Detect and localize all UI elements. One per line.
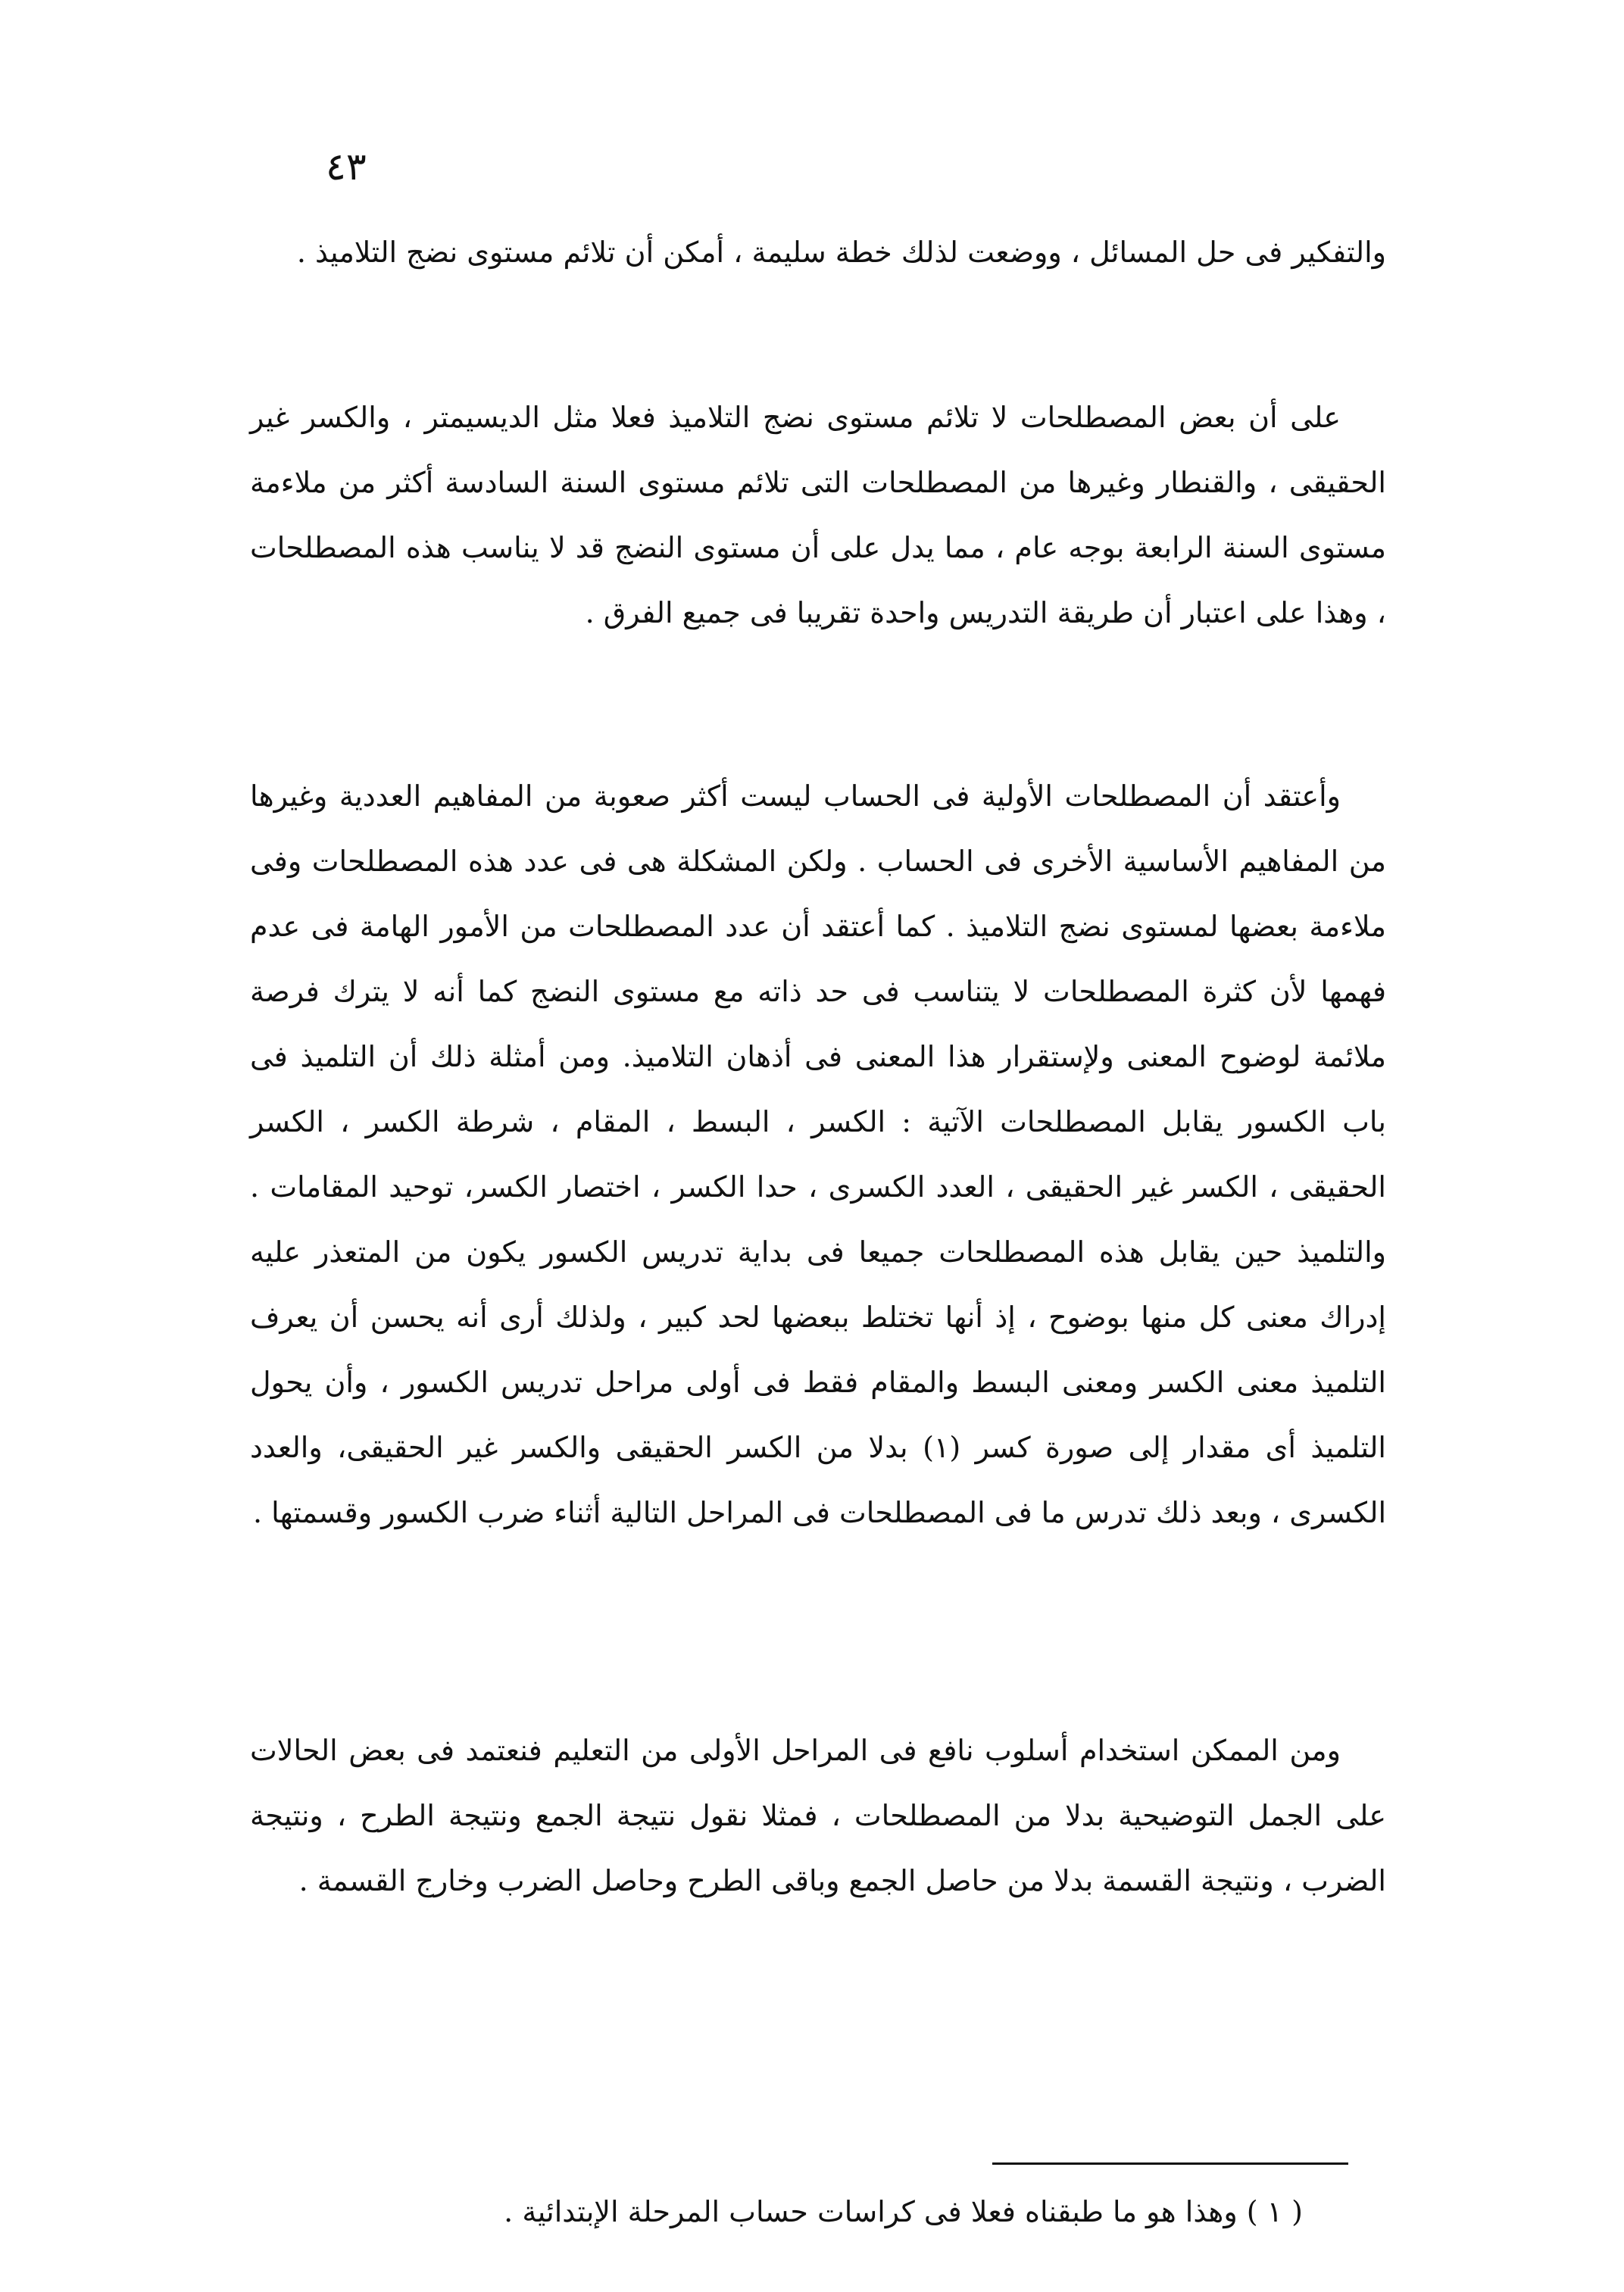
page-number: ٤٣ [326, 145, 367, 189]
footnote: ( ١ ) وهذا هو ما طبقناه فعلا فى كراسات حساب المرحلة الإبتدائية . [504, 2195, 1303, 2228]
paragraph-text: ومن الممكن استخدام أسلوب نافع فى المراحل الأولى من التعليم فنعتمد فى بعض الحالات على الجمل التوضيحية بدلا من المصطلحات ، فمثلا نقول نتيجة الجمع ونتيجة الطرح ، ونتيجة الضرب ، ونتيجة القسمة بدلا من حاصل الجمع وباقى الطرح وحاصل الضرب وخارج القسمة . [250, 1734, 1386, 1897]
paragraph-explanatory-phrases [250, 1718, 1386, 1913]
footnote-divider [992, 2162, 1348, 2165]
paragraph-text: على أن بعض المصطلحات لا تلائم مستوى نضج التلاميذ فعلا مثل الديسيمتر ، والكسر غير الحقيقى ، والقنطار وغيرها من المصطلحات التى تلائم مستوى السنة السادسة أكثر من ملاءمة مستوى السنة الرابعة بوجه عام ، مما يدل على أن مستوى النضج قد لا يناسب هذه المصطلحات ، وهذا على اعتبار أن طريقة التدريس واحدة تقريبا فى جميع الفرق . [250, 401, 1386, 629]
paragraph-terms-count [250, 763, 1386, 1545]
paragraph-text: وأعتقد أن المصطلحات الأولية فى الحساب ليست أكثر صعوبة من المفاهيم العددية وغيرها من المفاهيم الأساسية الأخرى فى الحساب . ولكن المشكلة هى فى عدد هذه المصطلحات وفى ملاءمة بعضها لمستوى نضج التلاميذ . كما أعتقد أن عدد المصطلحات من الأمور الهامة فى عدم فهمها لأن كثرة المصطلحات لا يتناسب فى حد ذاته مع مستوى النضج كما أنه لا يترك فرصة ملائمة لوضوح المعنى ولإستقرار هذا المعنى فى أذهان التلاميذ. ومن أمثلة ذلك أن التلميذ فى باب الكسور يقابل المصطلحات الآتية : الكسر ، البسط ، المقام ، شرطة الكسر ، الكسر الحقيقى ، الكسر غير الحقيقى ، العدد الكسرى ، حدا الكسر ، اختصار الكسر، توحيد المقامات . والتلميذ حين يقابل هذه المصطلحات جميعا فى بداية تدريس الكسور يكون من المتعذر عليه إدراك معنى كل منها بوضوح ، إذ أنها تختلط ببعضها لحد كبير ، ولذلك أرى أنه يحسن أن يعرف التلميذ معنى الكسر ومعنى البسط والمقام فقط فى أولى مراحل تدريس الكسور ، وأن يحول التلميذ أى مقدار إلى صورة كسر (١) بدلا من الكسر الحقيقى والكسر غير الحقيقى، والعدد الكسرى ، وبعد ذلك تدرس ما فى المصطلحات فى المراحل التالية أثناء ضرب الكسور وقسمتها . [250, 779, 1386, 1529]
paragraph-terms-maturity [250, 385, 1386, 645]
paragraph-text: والتفكير فى حل المسائل ، ووضعت لذلك خطة سليمة ، أمكن أن تلائم مستوى نضج التلاميذ . [296, 236, 1386, 269]
paragraph-continuation [250, 220, 1386, 285]
